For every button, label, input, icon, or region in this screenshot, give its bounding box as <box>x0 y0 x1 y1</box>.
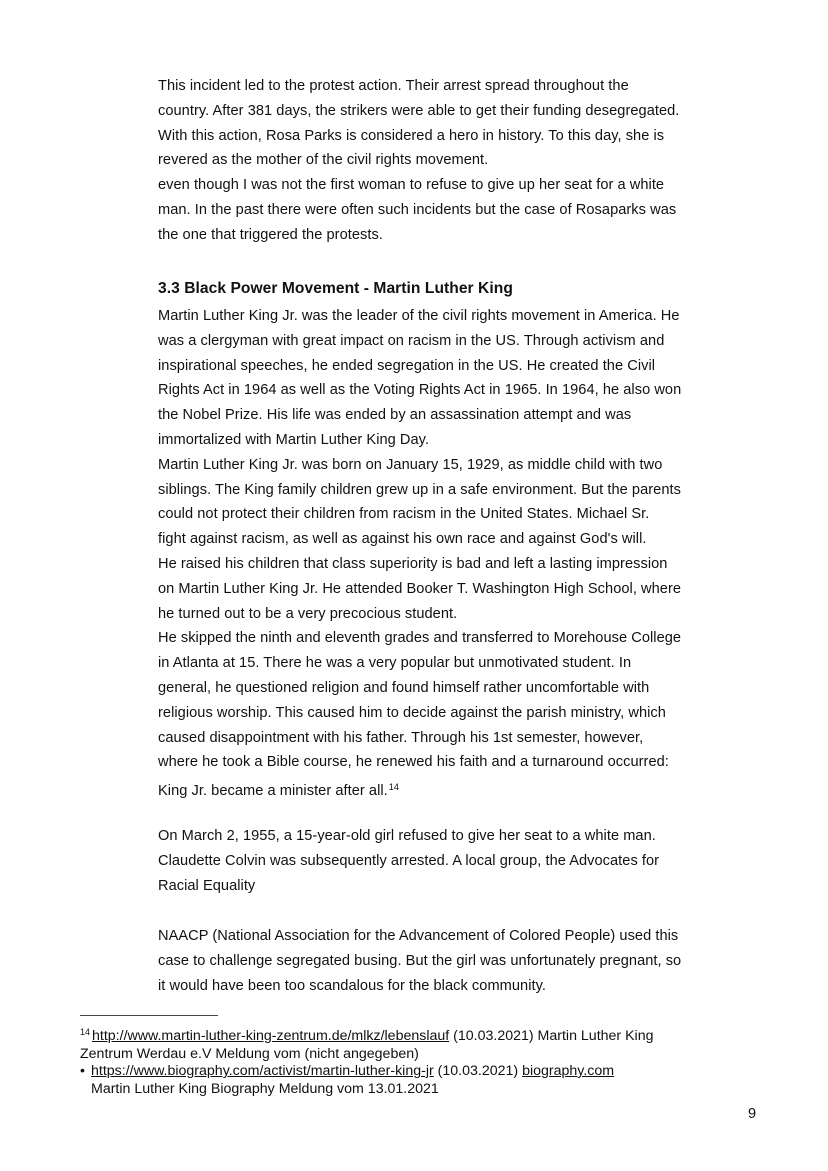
footnotes <box>80 1024 740 1098</box>
text-line: Claudette Colvin was subsequently arrested. A local group, the Advocates for <box>158 852 660 869</box>
paragraph-claudette-colvin <box>158 824 718 898</box>
text-line: fight against racism, as well as against his own race and against God's will. <box>158 531 647 548</box>
text-line: Rights Act in 1964 as well as the Voting Rights Act in 1965. In 1964, he also won <box>158 382 682 399</box>
footnote-number: 14 <box>80 1027 91 1037</box>
text-line: the Nobel Prize. His life was ended by an assassination attempt and was <box>158 407 632 424</box>
footnote-text: (10.03.2021) <box>433 1063 523 1079</box>
text-line: This incident led to the protest action. Their arrest spread throughout the <box>158 78 629 94</box>
text-line: could not protect their children from racism in the United States. Michael Sr. <box>158 506 650 523</box>
footnote-link-mlk-zentrum[interactable]: http://www.martin-luther-king-zentrum.de/mlkz/lebenslauf <box>92 1028 450 1044</box>
text-line <box>158 775 718 804</box>
text-line: NAACP (National Association for the Advancement of Colored People) used this <box>158 928 679 944</box>
text-line: it would have been too scandalous for the black community. <box>158 977 546 994</box>
text-line: inspirational speeches, he ended segregation in the US. He created the Civil <box>158 357 656 374</box>
text-line: man. In the past there were often such incidents but the case of Rosaparks was <box>158 201 677 218</box>
text-line: On March 2, 1955, a 15-year-old girl refused to give her seat to a white man. <box>158 828 656 844</box>
text-line: He skipped the ninth and eleventh grades and transferred to Morehouse College <box>158 630 682 647</box>
paragraph-rosa-parks <box>158 74 718 248</box>
text-line: revered as the mother of the civil rights movement. <box>158 152 489 169</box>
footnote-link-biography[interactable]: https://www.biography.com/activist/martin-luther-king-jr <box>91 1063 434 1079</box>
text-line: Martin Luther King Jr. was the leader of the civil rights movement in America. He <box>158 308 680 324</box>
text-line: siblings. The King family children grew up in a safe environment. But the parents <box>158 481 681 498</box>
text-line: caused disappointment with his father. Through his 1st semester, however, <box>158 729 644 746</box>
text-line: Martin Luther King Jr. was born on January 15, 1929, as middle child with two <box>158 456 663 473</box>
footnote-bullet-item <box>80 1063 740 1081</box>
footnote-text: (10.03.2021) Martin Luther King <box>449 1028 654 1044</box>
footnote-divider <box>80 1015 218 1016</box>
text-line: general, he questioned religion and found himself rather uncomfortable with <box>158 679 650 696</box>
text-line: was a clergyman with great impact on racism in the US. Through activism and <box>158 332 665 349</box>
paragraph-mlk-biography <box>158 304 718 804</box>
text-line: even though I was not the first woman to refuse to give up her seat for a white <box>158 177 665 194</box>
footnote-line: Martin Luther King Biography Meldung vom 13.01.2021 <box>91 1080 439 1097</box>
text-line: in Atlanta at 15. There he was a very popular but unmotivated student. In <box>158 655 632 672</box>
section-heading: 3.3 Black Power Movement - Martin Luther King <box>158 280 513 297</box>
text-line-content: King Jr. became a minister after all. <box>158 783 388 800</box>
page-number: 9 <box>748 1106 757 1122</box>
footnote-link-biography-site[interactable]: biography.com <box>522 1063 615 1079</box>
bullet-icon: • <box>80 1063 85 1079</box>
text-line: Racial Equality <box>158 877 256 894</box>
text-line: case to challenge segregated busing. But the girl was unfortunately pregnant, so <box>158 952 682 969</box>
footnote-line <box>80 1024 740 1046</box>
text-line: religious worship. This caused him to decide against the parish ministry, which <box>158 704 666 721</box>
paragraph-naacp <box>158 924 718 998</box>
text-line: where he took a Bible course, he renewed his faith and a turnaround occurred: <box>158 754 669 771</box>
text-line: He raised his children that class superiority is bad and left a lasting impression <box>158 555 668 572</box>
text-line: immortalized with Martin Luther King Day. <box>158 431 430 448</box>
text-line: he turned out to be a very precocious student. <box>158 605 458 622</box>
footnote-line: Zentrum Werdau e.V Meldung vom (nicht angegeben) <box>80 1045 419 1062</box>
text-line: on Martin Luther King Jr. He attended Booker T. Washington High School, where <box>158 580 682 597</box>
footnote-reference[interactable]: 14 <box>388 782 399 793</box>
text-line: the one that triggered the protests. <box>158 226 383 243</box>
text-line: country. After 381 days, the strikers were able to get their funding desegregated. <box>158 102 680 119</box>
text-line: With this action, Rosa Parks is considered a hero in history. To this day, she is <box>158 127 665 144</box>
